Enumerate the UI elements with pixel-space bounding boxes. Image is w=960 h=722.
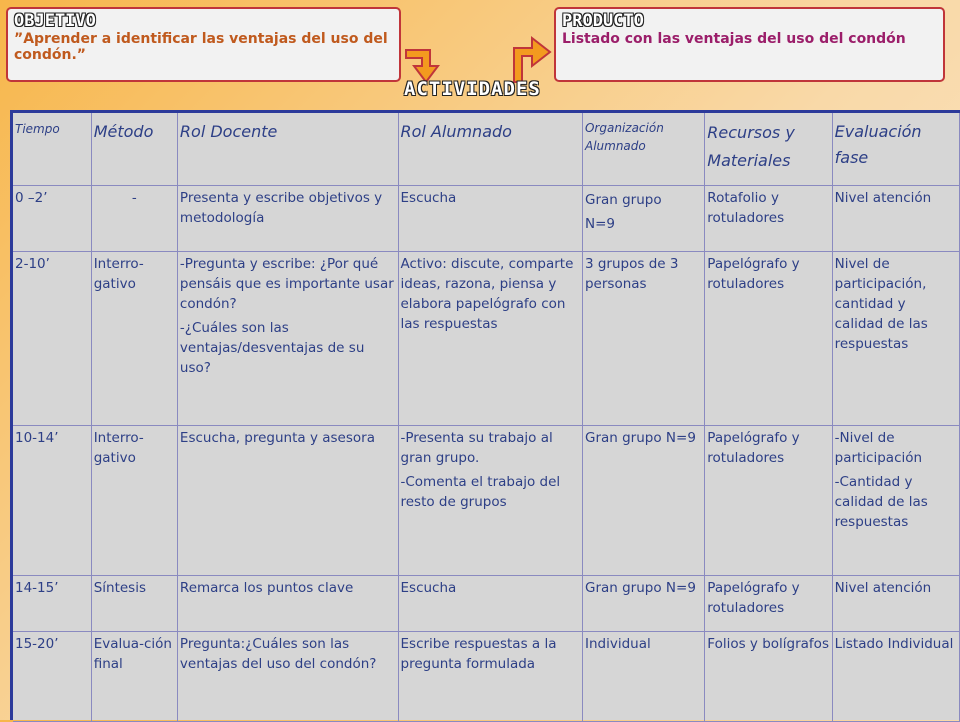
objective-text: ”Aprender a identificar las ventajas del uso del condón.”: [14, 31, 388, 63]
cell-recursos: Papelógrafo y rotuladores: [705, 251, 832, 425]
cell-recursos: Papelógrafo y rotuladores: [705, 575, 832, 631]
cell-tiempo: 10-14’: [13, 425, 91, 575]
cell-recursos: Papelógrafo y rotuladores: [705, 425, 832, 575]
cell-organizacion: Individual: [582, 631, 704, 721]
product-title: PRODUCTO: [562, 11, 644, 31]
table-row: [13, 425, 960, 575]
cell-alumnado: Escribe respuestas a la pregunta formulada: [398, 631, 582, 721]
cell-organizacion: 3 grupos de 3 personas: [582, 251, 704, 425]
cell-evaluacion: -Nivel de participación -Cantidad y calidad de las respuestas: [832, 425, 959, 575]
cell-organizacion: Gran grupo N=9: [582, 425, 704, 575]
header-organizacion: Organización Alumnado: [582, 113, 704, 185]
up-right-arrow-icon: [508, 34, 554, 84]
header-metodo: Método: [91, 113, 177, 185]
table-row: [13, 631, 960, 721]
cell-metodo: Síntesis: [91, 575, 177, 631]
product-text: Listado con las ventajas del uso del condón: [562, 31, 906, 47]
cell-docente: Remarca los puntos clave: [177, 575, 398, 631]
cell-recursos: Rotafolio y rotuladores: [705, 185, 832, 251]
cell-tiempo: 2-10’: [13, 251, 91, 425]
cell-tiempo: 0 –2’: [13, 185, 91, 251]
cell-alumnado: Activo: discute, comparte ideas, razona, piensa y elabora papelógrafo con las respuestas: [398, 251, 582, 425]
cell-docente: Escucha, pregunta y asesora: [177, 425, 398, 575]
cell-alumnado: Escucha: [398, 575, 582, 631]
cell-alumnado: -Presenta su trabajo al gran grupo. -Comenta el trabajo del resto de grupos: [398, 425, 582, 575]
objective-box: [6, 7, 401, 82]
header-evaluacion: Evaluación fase: [832, 113, 959, 185]
cell-metodo: Interro-gativo: [91, 251, 177, 425]
activities-table: [13, 113, 960, 722]
cell-docente: -Pregunta y escribe: ¿Por qué pensáis que es importante usar condón? -¿Cuáles son las ventajas/desventajas de su uso?: [177, 251, 398, 425]
cell-docente: Pregunta:¿Cuáles son las ventajas del uso del condón?: [177, 631, 398, 721]
product-box: [554, 7, 945, 82]
cell-tiempo: 14-15’: [13, 575, 91, 631]
activities-title: ACTIVIDADES: [404, 78, 541, 100]
cell-tiempo: 15-20’: [13, 631, 91, 721]
cell-recursos: Folios y bolígrafos: [705, 631, 832, 721]
cell-evaluacion: Nivel de participación, cantidad y calidad de las respuestas: [832, 251, 959, 425]
table-row: [13, 575, 960, 631]
cell-organizacion: Gran grupo N=9: [582, 575, 704, 631]
header-rol-docente: Rol Docente: [177, 113, 398, 185]
cell-docente: Presenta y escribe objetivos y metodología: [177, 185, 398, 251]
cell-alumnado: Escucha: [398, 185, 582, 251]
header-tiempo: Tiempo: [13, 113, 91, 185]
objective-title: OBJETIVO: [14, 11, 96, 31]
cell-organizacion: Gran grupo N=9: [582, 185, 704, 251]
header-recursos: Recursos y Materiales: [705, 113, 832, 185]
cell-metodo: Evalua-ción final: [91, 631, 177, 721]
cell-metodo: -: [91, 185, 177, 251]
cell-evaluacion: Listado Individual: [832, 631, 959, 721]
table-row: [13, 251, 960, 425]
table-header-row: [13, 113, 960, 185]
cell-evaluacion: Nivel atención: [832, 185, 959, 251]
table-row: [13, 185, 960, 251]
cell-metodo: Interro-gativo: [91, 425, 177, 575]
activities-table-container: [10, 110, 960, 720]
cell-evaluacion: Nivel atención: [832, 575, 959, 631]
header-rol-alumnado: Rol Alumnado: [398, 113, 582, 185]
